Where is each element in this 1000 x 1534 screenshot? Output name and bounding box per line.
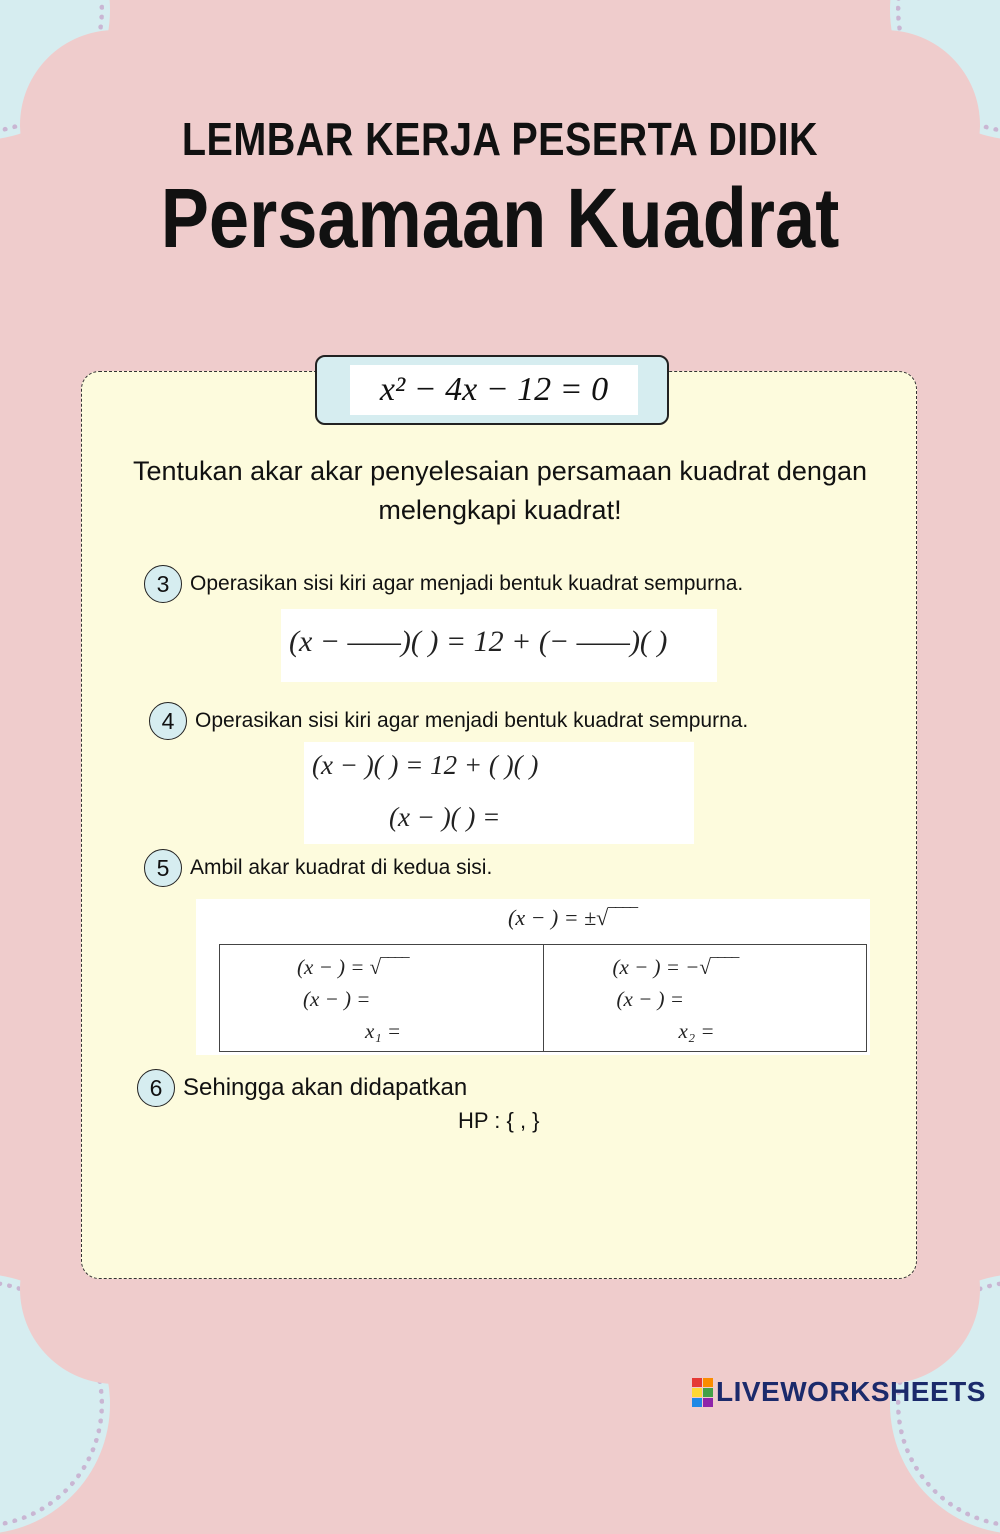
solution-set: HP : { , } [458,1108,540,1133]
step-number: 3 [144,565,182,603]
solution-right-column [543,945,867,1052]
solution-line: (x − ) = [303,987,371,1011]
step-text: Ambil akar kuadrat di kedua sisi. [190,856,493,879]
math-expression-line-1: (x − )( ) = 12 + ( )( ) [312,750,539,780]
step-number: 5 [144,849,182,887]
step-5 [144,849,492,887]
step-3-math [281,609,717,682]
solution-left-column [220,945,544,1052]
step-6 [137,1069,467,1107]
step-5-math [196,899,870,1055]
equation-box [315,355,669,425]
step-4 [149,702,748,740]
step-4-math [304,742,694,844]
liveworksheets-icon [692,1378,713,1407]
equation: x² − 4x − 12 = 0 [350,365,638,415]
solution-line: (x − ) = −√‾‾‾‾ [612,955,739,979]
step-text: Operasikan sisi kiri agar menjadi bentuk kuadrat sempurna. [195,709,749,732]
math-expression-top: (x − ) = ±√‾‾‾‾ [508,905,638,930]
step-number: 4 [149,702,187,740]
worksheet-subtitle: LEMBAR KERJA PESERTA DIDIK [181,113,819,165]
step-3 [144,565,743,603]
solution-line: (x − ) = √‾‾‾‾ [297,955,410,979]
math-expression: (x − ——)( ) = 12 + (− ——)( ) [289,625,668,658]
instruction-text: Tentukan akar akar penyelesaian persamaan kuadrat dengan melengkapi kuadrat! [133,456,867,525]
liveworksheets-logo [692,1376,986,1408]
solution-line: (x − ) = [616,987,684,1011]
step-number: 6 [137,1069,175,1107]
step-text: Operasikan sisi kiri agar menjadi bentuk kuadrat sempurna. [190,572,744,595]
worksheet-title: Persamaan Kuadrat [160,171,840,265]
math-expression-line-2: (x − )( ) = [389,802,501,832]
step-text: Sehingga akan didapatkan [183,1074,468,1101]
solution-table [219,944,867,1052]
solution-line: x₂ = [678,1019,715,1043]
solution-line: x₁ = [365,1019,402,1043]
brand-name: LIVEWORKSHEETS [716,1376,986,1407]
